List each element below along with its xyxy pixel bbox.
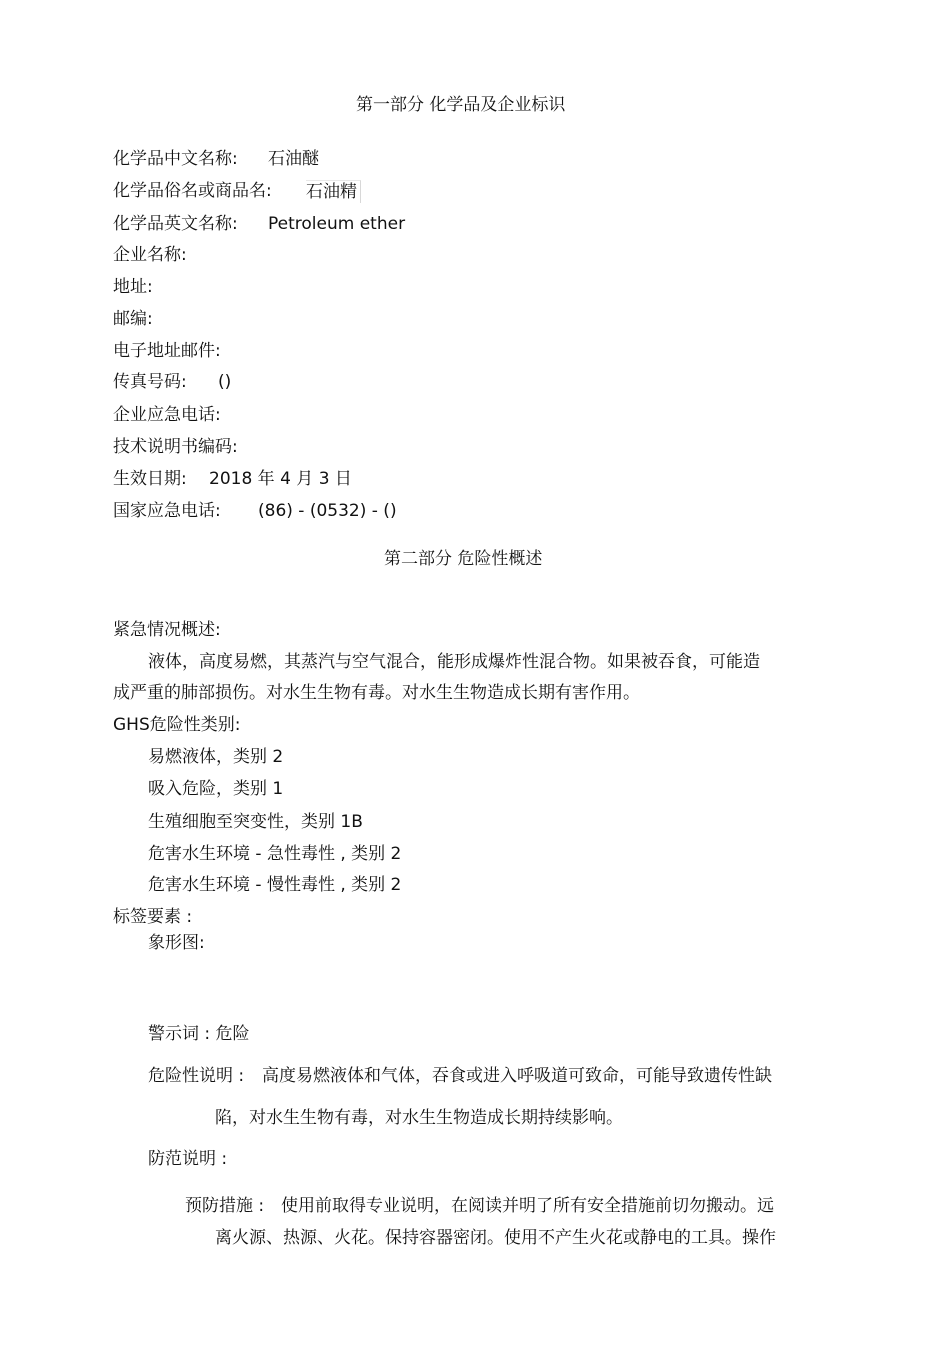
ghs-item: 危害水生环境 - 急性毒性 , 类别 2 [148, 844, 402, 864]
field-label: 传真号码: [113, 372, 187, 392]
ghs-item: 易燃液体，类别 2 [148, 747, 284, 767]
hazard-statement-line-2: 陷，对水生生物有毒，对水生生物造成长期持续影响。 [215, 1108, 623, 1128]
field-english-name [113, 213, 406, 235]
field-postcode [113, 308, 153, 330]
field-address [113, 276, 153, 298]
field-value: 石油醚 [268, 149, 319, 169]
part2-heading: 第二部分 危险性概述 [384, 549, 543, 569]
prevention-line-1: 使用前取得专业说明，在阅读并明了所有安全措施前切勿搬动。远 [281, 1196, 774, 1216]
prevention-label: 预防措施 : [185, 1196, 265, 1216]
ghs-item: 吸入危险，类别 1 [148, 779, 284, 799]
field-value: 石油精 [306, 180, 361, 203]
field-label: 电子地址邮件: [113, 341, 221, 361]
field-label: 企业名称: [113, 245, 187, 265]
field-company-name [113, 244, 187, 266]
field-value: 2018 年 4 月 3 日 [209, 469, 352, 489]
field-value: Petroleum ether [268, 214, 406, 234]
field-national-emergency-phone [113, 500, 397, 522]
ghs-category-label: GHS危险性类别: [113, 715, 241, 735]
field-label: 技术说明书编码: [113, 437, 238, 457]
field-email [113, 340, 221, 362]
field-value: () [218, 372, 232, 392]
prevention [185, 1195, 774, 1217]
pictogram-label: 象形图: [148, 933, 205, 953]
part1-heading: 第一部分 化学品及企业标识 [356, 95, 566, 115]
label-elements: 标签要素 : [113, 907, 193, 927]
field-label: 国家应急电话: [113, 501, 221, 521]
field-value: (86) - (0532) - () [258, 501, 397, 521]
field-label: 化学品俗名或商品名: [113, 181, 272, 201]
field-chinese-name [113, 148, 319, 170]
field-label: 化学品中文名称: [113, 149, 238, 169]
field-label: 地址: [113, 277, 153, 297]
emergency-overview-line-1: 液体，高度易燃，其蒸汽与空气混合，能形成爆炸性混合物。如果被吞食，可能造 [148, 652, 760, 672]
field-label: 企业应急电话: [113, 405, 221, 425]
field-label: 生效日期: [113, 469, 187, 489]
field-emergency-phone [113, 404, 221, 426]
hazard-statement-label: 危险性说明 : [148, 1066, 245, 1086]
precaution-label: 防范说明 : [148, 1149, 228, 1169]
field-label: 化学品英文名称: [113, 214, 238, 234]
hazard-statement-line-1: 高度易燃液体和气体，吞食或进入呼吸道可致命，可能导致遗传性缺 [262, 1066, 772, 1086]
field-effective-date [113, 468, 352, 490]
emergency-overview-label: 紧急情况概述: [113, 620, 221, 640]
field-spec-code [113, 436, 238, 458]
field-fax [113, 371, 232, 393]
ghs-item: 生殖细胞至突变性，类别 1B [148, 812, 363, 832]
field-common-name [113, 180, 357, 202]
emergency-overview-line-2: 成严重的肺部损伤。对水生生物有毒。对水生生物造成长期有害作用。 [113, 683, 640, 703]
ghs-item: 危害水生环境 - 慢性毒性 , 类别 2 [148, 875, 402, 895]
prevention-line-2: 离火源、热源、火花。保持容器密闭。使用不产生火花或静电的工具。操作 [215, 1228, 776, 1248]
field-label: 邮编: [113, 309, 153, 329]
hazard-statement [148, 1065, 772, 1087]
signal-word: 警示词 : 危险 [148, 1024, 250, 1044]
